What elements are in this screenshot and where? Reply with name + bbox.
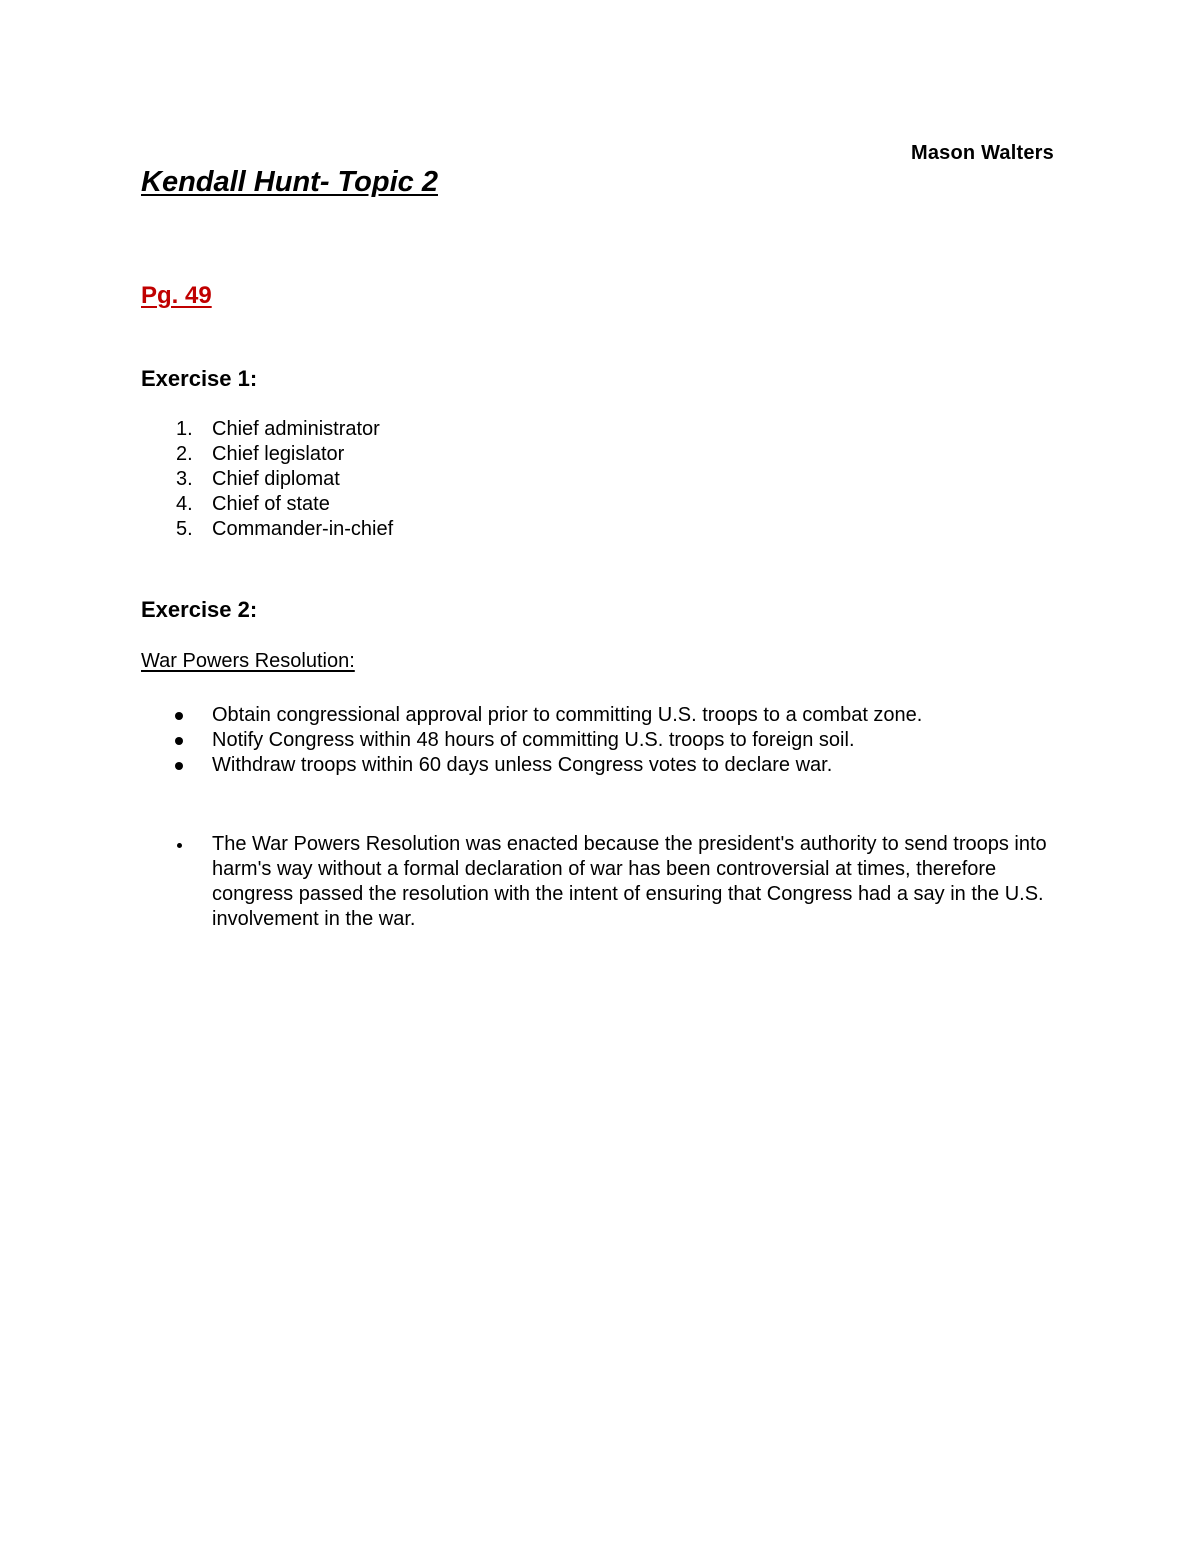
document-title: Kendall Hunt- Topic 2 bbox=[141, 166, 438, 198]
exercise-1-list bbox=[141, 417, 393, 542]
war-powers-bullet-list bbox=[141, 703, 922, 778]
bullet-item bbox=[141, 703, 922, 728]
bullet-item bbox=[141, 728, 922, 753]
list-item bbox=[141, 492, 393, 517]
bullet-text: Obtain congressional approval prior to committing U.S. troops to a combat zone. bbox=[212, 704, 923, 726]
bullet-icon bbox=[175, 737, 183, 745]
list-number: 1. bbox=[176, 418, 193, 440]
list-number: 4. bbox=[176, 493, 193, 515]
bullet-item bbox=[141, 753, 922, 778]
bullet-icon bbox=[175, 762, 183, 770]
list-number: 2. bbox=[176, 443, 193, 465]
list-item-text: Chief diplomat bbox=[212, 468, 340, 490]
exercise-2-heading: Exercise 2: bbox=[141, 597, 258, 622]
list-item-text: Chief administrator bbox=[212, 418, 380, 440]
list-item bbox=[141, 467, 393, 492]
explanation-list bbox=[141, 832, 1066, 932]
list-number: 3. bbox=[176, 468, 193, 490]
explanation-text: The War Powers Resolution was enacted because the president's authority to send troops into harm's way without a formal declaration of war has been controversial at times, therefore congress passed the resolution with the intent of ensuring that Congress had a say in the U.S. involvement in the war. bbox=[212, 833, 1047, 930]
bullet-text: Notify Congress within 48 hours of committing U.S. troops to foreign soil. bbox=[212, 729, 855, 751]
list-item bbox=[141, 417, 393, 442]
bullet-text: Withdraw troops within 60 days unless Congress votes to declare war. bbox=[212, 754, 833, 776]
war-powers-subheading: War Powers Resolution: bbox=[141, 650, 355, 672]
list-item bbox=[141, 442, 393, 467]
list-item-text: Chief legislator bbox=[212, 443, 345, 465]
list-number: 5. bbox=[176, 518, 193, 540]
list-item bbox=[141, 517, 393, 542]
author-name: Mason Walters bbox=[910, 142, 1054, 164]
explanation-item bbox=[141, 832, 1066, 932]
list-item-text: Chief of state bbox=[212, 493, 330, 515]
bullet-icon bbox=[175, 712, 183, 720]
list-item-text: Commander-in-chief bbox=[212, 518, 394, 540]
bullet-icon bbox=[177, 843, 182, 848]
exercise-1-heading: Exercise 1: bbox=[141, 366, 258, 391]
page-reference: Pg. 49 bbox=[141, 282, 212, 309]
